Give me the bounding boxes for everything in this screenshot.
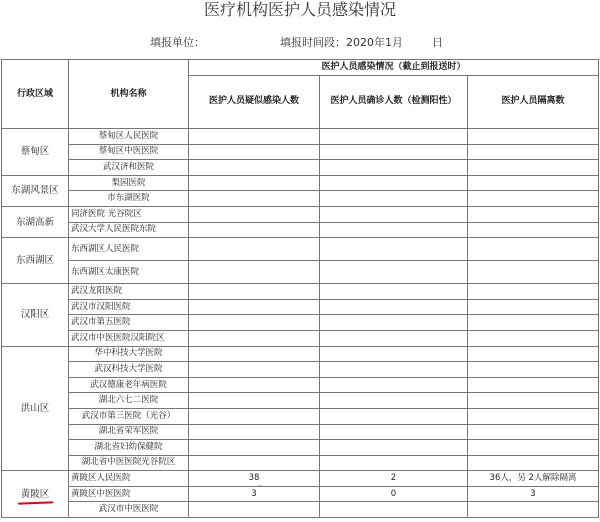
suspected-count xyxy=(189,222,320,238)
confirmed-count xyxy=(320,175,468,191)
isolated-count xyxy=(468,160,599,176)
isolated-count xyxy=(468,455,599,471)
isolated-count: 3 xyxy=(468,486,599,502)
confirmed-count: 0 xyxy=(320,486,468,502)
infection-table xyxy=(1,59,599,518)
fill-period-label: 填报时间段：2020年1月 xyxy=(280,36,403,49)
suspected-count xyxy=(189,424,320,440)
confirmed-count xyxy=(320,129,468,145)
suspected-count xyxy=(189,330,320,346)
institution-name: 同济医院 光谷院区 xyxy=(69,206,189,222)
fill-day-label: 日 xyxy=(432,36,443,49)
suspected-count xyxy=(189,486,320,502)
isolated-count xyxy=(468,330,599,346)
isolated-count xyxy=(468,440,599,456)
header-confirmed: 医护人员确诊人数（检测阳性） xyxy=(320,75,468,128)
suspected-count xyxy=(189,362,320,378)
suspected-count xyxy=(189,393,320,409)
suspected-count xyxy=(189,261,320,284)
institution-name: 湖北省中医医院光谷院区 xyxy=(69,455,189,471)
district-cell: 蔡甸区 xyxy=(2,129,69,176)
institution-name: 市东湖医院 xyxy=(69,191,189,207)
confirmed-count xyxy=(320,160,468,176)
fill-unit-label: 填报单位： xyxy=(150,36,205,49)
isolated-count xyxy=(468,261,599,284)
isolated-count xyxy=(468,315,599,331)
confirmed-count xyxy=(320,330,468,346)
suspected-count xyxy=(189,206,320,222)
confirmed-count xyxy=(320,261,468,284)
district-cell xyxy=(2,471,69,518)
district-cell: 汉阳区 xyxy=(2,284,69,346)
district-cell: 东湖风景区 xyxy=(2,175,69,206)
suspected-count xyxy=(189,191,320,207)
suspected-count xyxy=(189,315,320,331)
confirmed-count xyxy=(320,144,468,160)
institution-name: 武汉市汉阳医院 xyxy=(69,299,189,315)
isolated-count xyxy=(468,424,599,440)
isolated-count xyxy=(468,393,599,409)
institution-name: 蔡甸区人民医院 xyxy=(69,129,189,145)
institution-name: 武汉市中医医院 xyxy=(69,502,189,518)
isolated-count xyxy=(468,502,599,518)
suspected-count xyxy=(189,175,320,191)
suspected-count xyxy=(189,160,320,176)
header-infection-group: 医护人员感染情况（截止到报送时） xyxy=(189,60,599,76)
institution-name: 东西湖区太康医院 xyxy=(69,261,189,284)
isolated-count xyxy=(468,206,599,222)
header-district: 行政区域 xyxy=(2,60,69,129)
suspected-count xyxy=(189,455,320,471)
confirmed-count xyxy=(320,362,468,378)
header-isolated: 医护人员隔离数 xyxy=(468,75,599,128)
confirmed-count xyxy=(320,315,468,331)
confirmed-count xyxy=(320,377,468,393)
suspected-count xyxy=(189,471,320,487)
confirmed-count xyxy=(320,206,468,222)
confirmed-count xyxy=(320,299,468,315)
institution-name: 湖北省荣军医院 xyxy=(69,424,189,440)
institution-name: 武汉市中医医院汉阳院区 xyxy=(69,330,189,346)
institution-name: 蔡甸区中医医院 xyxy=(69,144,189,160)
suspected-value-underlined: 3 xyxy=(251,488,257,499)
institution-name: 武汉科技大学医院 xyxy=(69,362,189,378)
suspected-count xyxy=(189,377,320,393)
district-cell: 东西湖区 xyxy=(2,238,69,284)
institution-name: 东西湖区人民医院 xyxy=(69,238,189,261)
isolated-count xyxy=(468,191,599,207)
institution-name: 湖北六七二医院 xyxy=(69,393,189,409)
confirmed-count xyxy=(320,502,468,518)
isolated-count xyxy=(468,238,599,261)
institution-name: 武汉龙阳医院 xyxy=(69,284,189,300)
confirmed-count xyxy=(320,191,468,207)
confirmed-count xyxy=(320,440,468,456)
isolated-count xyxy=(468,408,599,424)
institution-name: 黄陂区中医医院 xyxy=(69,486,189,502)
suspected-count xyxy=(189,440,320,456)
confirmed-count xyxy=(320,455,468,471)
district-label-underlined: 黄陂区 xyxy=(20,488,50,500)
confirmed-count xyxy=(320,408,468,424)
isolated-count xyxy=(468,299,599,315)
suspected-count xyxy=(189,502,320,518)
institution-name: 武汉市第五医院 xyxy=(69,315,189,331)
institution-name: 湖北省妇幼保健院 xyxy=(69,440,189,456)
institution-name: 武汉大学人民医院东院 xyxy=(69,222,189,238)
isolated-count xyxy=(468,377,599,393)
institution-name: 黄陂区人民医院 xyxy=(69,471,189,487)
institution-name: 武汉德康老年病医院 xyxy=(69,377,189,393)
isolated-count xyxy=(468,362,599,378)
isolated-count xyxy=(468,222,599,238)
suspected-count xyxy=(189,144,320,160)
isolated-count xyxy=(468,129,599,145)
isolated-count xyxy=(468,346,599,362)
district-cell: 洪山区 xyxy=(2,346,69,471)
institution-name: 梨园医院 xyxy=(69,175,189,191)
confirmed-count xyxy=(320,238,468,261)
isolated-count: 36人，另 2人解除隔离 xyxy=(468,471,599,487)
suspected-count xyxy=(189,238,320,261)
institution-name: 武汉济和医院 xyxy=(69,160,189,176)
suspected-count xyxy=(189,346,320,362)
header-institution: 机构名称 xyxy=(69,60,189,129)
confirmed-value-underlined: 2 xyxy=(390,473,397,484)
suspected-count xyxy=(189,299,320,315)
confirmed-count xyxy=(320,346,468,362)
suspected-count xyxy=(189,129,320,145)
suspected-count xyxy=(189,408,320,424)
confirmed-count xyxy=(320,222,468,238)
district-cell: 东湖高新 xyxy=(2,206,69,237)
isolated-count xyxy=(468,144,599,160)
confirmed-count xyxy=(320,471,468,487)
institution-name: 华中科技大学医院 xyxy=(69,346,189,362)
confirmed-count xyxy=(320,393,468,409)
suspected-count xyxy=(189,284,320,300)
suspected-value-underlined: 38 xyxy=(248,473,260,484)
document-title: 医疗机构医护人员感染情况 xyxy=(203,0,396,19)
header-suspected: 医护人员疑似感染人数 xyxy=(189,75,320,128)
institution-name: 武汉市第三医院（光谷） xyxy=(69,408,189,424)
isolated-count xyxy=(468,284,599,300)
confirmed-count xyxy=(320,424,468,440)
confirmed-count xyxy=(320,284,468,300)
isolated-count xyxy=(468,175,599,191)
